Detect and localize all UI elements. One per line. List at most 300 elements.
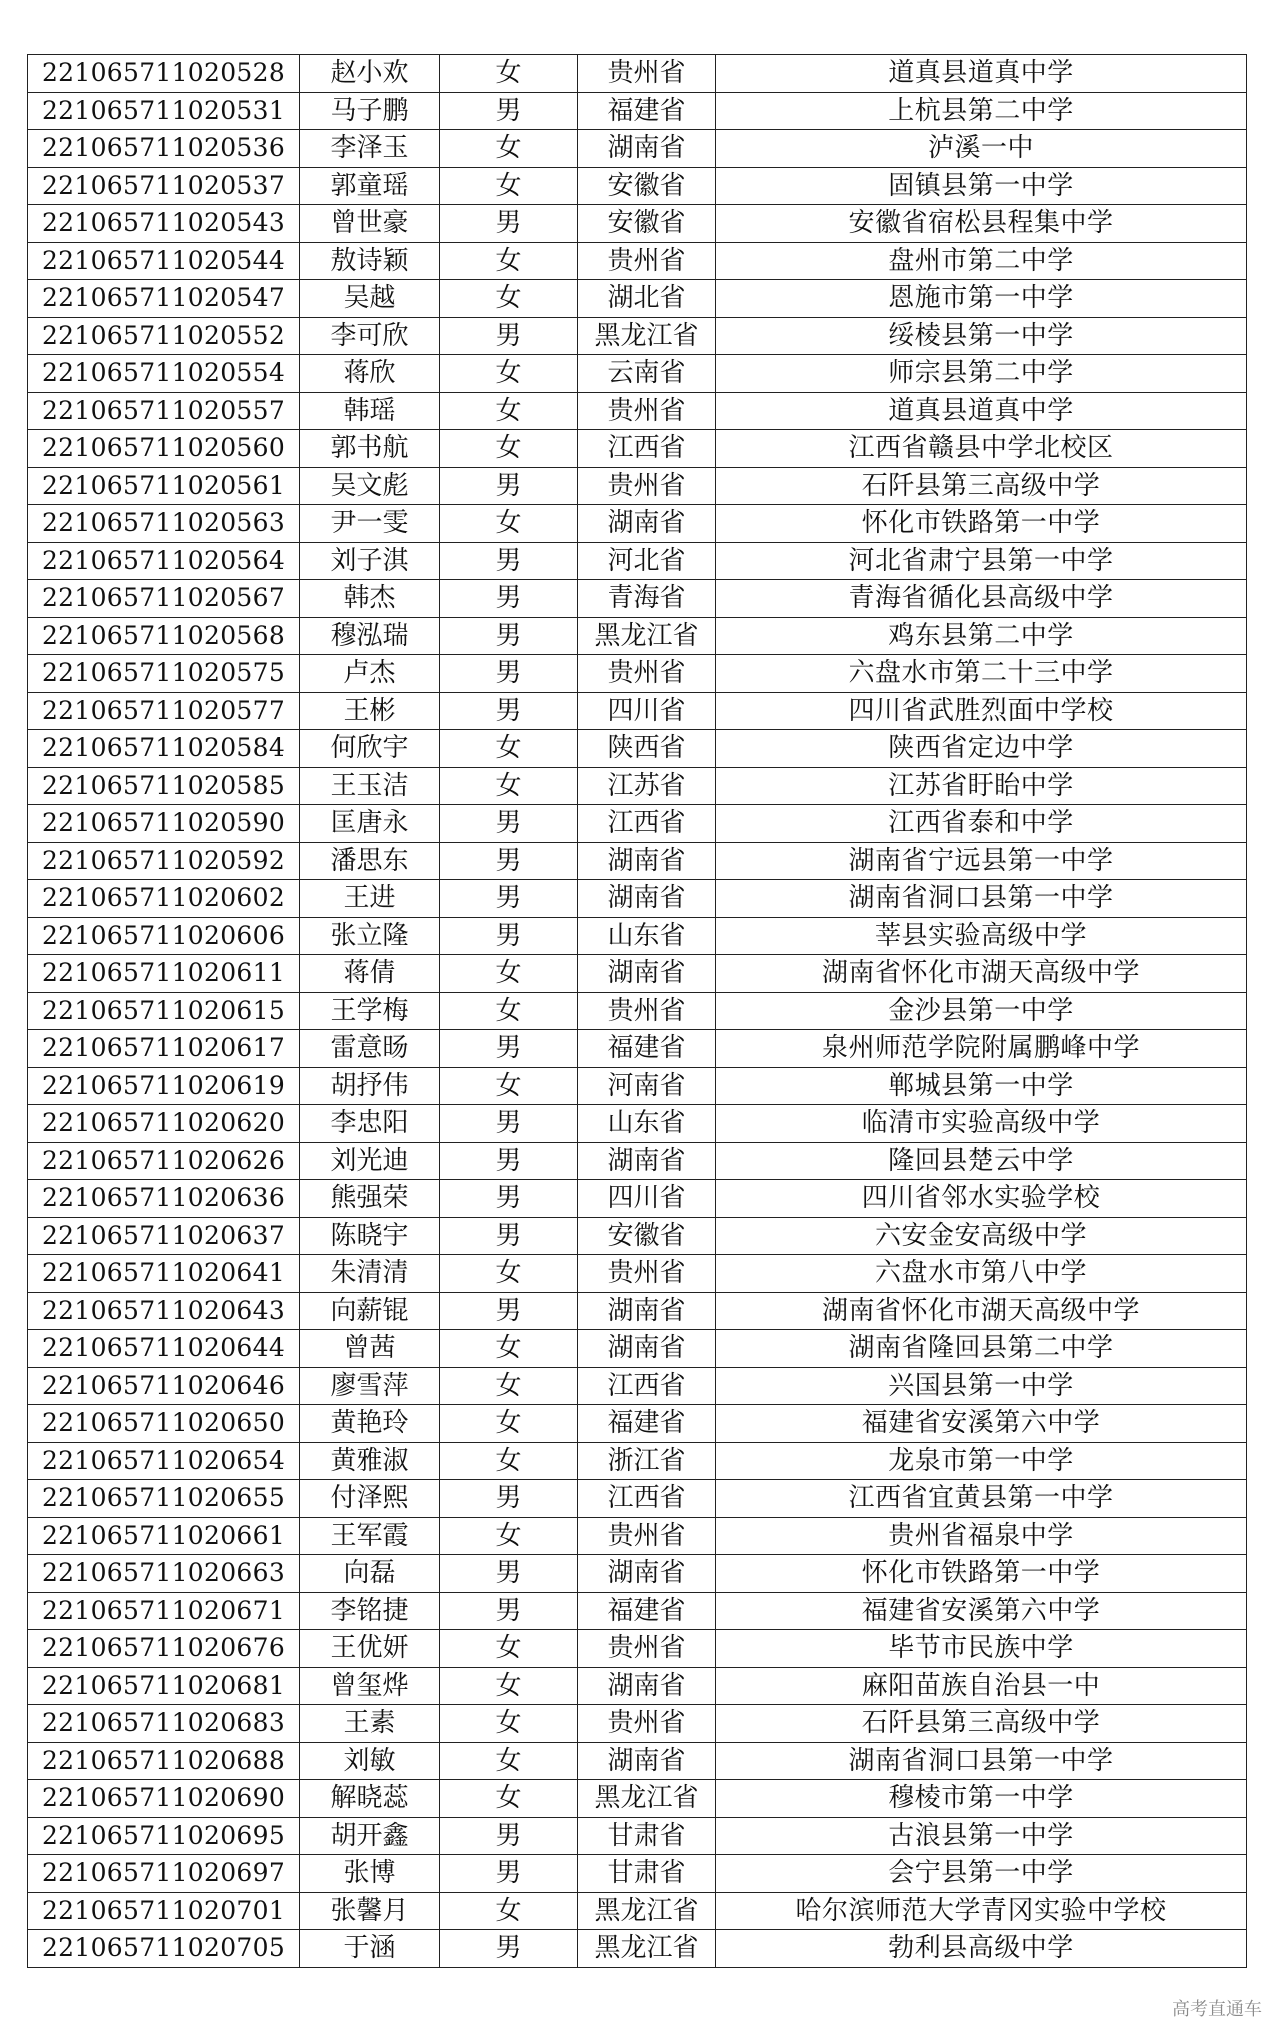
province-cell: 青海省 — [578, 580, 716, 618]
school-cell: 龙泉市第一中学 — [716, 1442, 1247, 1480]
table-row — [28, 467, 1247, 505]
province-cell: 湖南省 — [578, 880, 716, 918]
student-name-cell: 郭童瑶 — [300, 167, 440, 205]
province-cell: 江西省 — [578, 1480, 716, 1518]
student-id-cell: 221065711020554 — [28, 355, 300, 393]
school-cell: 道真县道真中学 — [716, 55, 1247, 93]
student-id-cell: 221065711020620 — [28, 1105, 300, 1143]
student-id-cell: 221065711020683 — [28, 1705, 300, 1743]
table-row — [28, 1930, 1247, 1968]
school-cell: 道真县道真中学 — [716, 392, 1247, 430]
table-row — [28, 1255, 1247, 1293]
student-name-cell: 曾玺烨 — [300, 1667, 440, 1705]
student-id-cell: 221065711020676 — [28, 1630, 300, 1668]
gender-cell: 女 — [440, 167, 578, 205]
student-name-cell: 陈晓宇 — [300, 1217, 440, 1255]
table-row — [28, 1742, 1247, 1780]
table-row — [28, 392, 1247, 430]
school-cell: 福建省安溪第六中学 — [716, 1405, 1247, 1443]
province-cell: 湖南省 — [578, 1742, 716, 1780]
province-cell: 湖南省 — [578, 1292, 716, 1330]
student-id-cell: 221065711020602 — [28, 880, 300, 918]
province-cell: 黑龙江省 — [578, 1780, 716, 1818]
province-cell: 江西省 — [578, 805, 716, 843]
student-name-cell: 潘思东 — [300, 842, 440, 880]
gender-cell: 女 — [440, 767, 578, 805]
student-id-cell: 221065711020561 — [28, 467, 300, 505]
student-id-cell: 221065711020552 — [28, 317, 300, 355]
province-cell: 湖南省 — [578, 955, 716, 993]
school-cell: 陕西省定边中学 — [716, 730, 1247, 768]
table-row — [28, 205, 1247, 243]
gender-cell: 女 — [440, 1742, 578, 1780]
gender-cell: 男 — [440, 917, 578, 955]
student-name-cell: 曾茜 — [300, 1330, 440, 1368]
student-id-cell: 221065711020644 — [28, 1330, 300, 1368]
student-id-cell: 221065711020567 — [28, 580, 300, 618]
province-cell: 云南省 — [578, 355, 716, 393]
gender-cell: 男 — [440, 1592, 578, 1630]
student-name-cell: 赵小欢 — [300, 55, 440, 93]
province-cell: 贵州省 — [578, 992, 716, 1030]
gender-cell: 男 — [440, 1142, 578, 1180]
province-cell: 湖南省 — [578, 842, 716, 880]
student-id-cell: 221065711020590 — [28, 805, 300, 843]
gender-cell: 女 — [440, 1330, 578, 1368]
student-id-cell: 221065711020543 — [28, 205, 300, 243]
student-id-cell: 221065711020536 — [28, 130, 300, 168]
school-cell: 江西省泰和中学 — [716, 805, 1247, 843]
table-row — [28, 617, 1247, 655]
school-cell: 江苏省盱眙中学 — [716, 767, 1247, 805]
student-id-cell: 221065711020560 — [28, 430, 300, 468]
student-id-cell: 221065711020650 — [28, 1405, 300, 1443]
province-cell: 安徽省 — [578, 205, 716, 243]
table-row — [28, 955, 1247, 993]
table-row — [28, 917, 1247, 955]
school-cell: 江西省宜黄县第一中学 — [716, 1480, 1247, 1518]
province-cell: 贵州省 — [578, 1255, 716, 1293]
table-row — [28, 1067, 1247, 1105]
student-id-cell: 221065711020641 — [28, 1255, 300, 1293]
province-cell: 江苏省 — [578, 767, 716, 805]
gender-cell: 男 — [440, 317, 578, 355]
province-cell: 陕西省 — [578, 730, 716, 768]
school-cell: 麻阳苗族自治县一中 — [716, 1667, 1247, 1705]
gender-cell: 男 — [440, 1292, 578, 1330]
province-cell: 湖南省 — [578, 130, 716, 168]
gender-cell: 男 — [440, 1217, 578, 1255]
school-cell: 上杭县第二中学 — [716, 92, 1247, 130]
student-id-cell: 221065711020646 — [28, 1367, 300, 1405]
table-row — [28, 167, 1247, 205]
table-row — [28, 1705, 1247, 1743]
school-cell: 湖南省洞口县第一中学 — [716, 1742, 1247, 1780]
table-row — [28, 1142, 1247, 1180]
gender-cell: 男 — [440, 1030, 578, 1068]
school-cell: 湖南省怀化市湖天高级中学 — [716, 955, 1247, 993]
province-cell: 河南省 — [578, 1067, 716, 1105]
table-row — [28, 655, 1247, 693]
table-row — [28, 1480, 1247, 1518]
student-name-cell: 郭书航 — [300, 430, 440, 468]
table-row — [28, 280, 1247, 318]
school-cell: 绥棱县第一中学 — [716, 317, 1247, 355]
school-cell: 穆棱市第一中学 — [716, 1780, 1247, 1818]
school-cell: 隆回县楚云中学 — [716, 1142, 1247, 1180]
province-cell: 湖北省 — [578, 280, 716, 318]
gender-cell: 女 — [440, 992, 578, 1030]
province-cell: 湖南省 — [578, 1330, 716, 1368]
student-name-cell: 卢杰 — [300, 655, 440, 693]
student-id-cell: 221065711020606 — [28, 917, 300, 955]
student-name-cell: 敖诗颖 — [300, 242, 440, 280]
student-name-cell: 付泽熙 — [300, 1480, 440, 1518]
student-name-cell: 刘光迪 — [300, 1142, 440, 1180]
student-id-cell: 221065711020531 — [28, 92, 300, 130]
table-row — [28, 1405, 1247, 1443]
student-id-cell: 221065711020557 — [28, 392, 300, 430]
table-row — [28, 505, 1247, 543]
student-name-cell: 黄艳玲 — [300, 1405, 440, 1443]
student-id-cell: 221065711020585 — [28, 767, 300, 805]
table-row — [28, 1105, 1247, 1143]
table-row — [28, 242, 1247, 280]
table-row — [28, 1217, 1247, 1255]
table-row — [28, 1855, 1247, 1893]
province-cell: 黑龙江省 — [578, 617, 716, 655]
table-row — [28, 542, 1247, 580]
province-cell: 甘肃省 — [578, 1817, 716, 1855]
student-id-cell: 221065711020575 — [28, 655, 300, 693]
student-id-cell: 221065711020643 — [28, 1292, 300, 1330]
table-row — [28, 1367, 1247, 1405]
province-cell: 甘肃省 — [578, 1855, 716, 1893]
gender-cell: 男 — [440, 1930, 578, 1968]
table-row — [28, 1817, 1247, 1855]
school-cell: 莘县实验高级中学 — [716, 917, 1247, 955]
student-name-cell: 雷意旸 — [300, 1030, 440, 1068]
school-cell: 泉州师范学院附属鹏峰中学 — [716, 1030, 1247, 1068]
province-cell: 江西省 — [578, 430, 716, 468]
school-cell: 盘州市第二中学 — [716, 242, 1247, 280]
school-cell: 泸溪一中 — [716, 130, 1247, 168]
student-id-cell: 221065711020705 — [28, 1930, 300, 1968]
gender-cell: 男 — [440, 92, 578, 130]
student-name-cell: 熊强荣 — [300, 1180, 440, 1218]
table-row — [28, 1892, 1247, 1930]
province-cell: 贵州省 — [578, 1705, 716, 1743]
table-row — [28, 1780, 1247, 1818]
student-name-cell: 王进 — [300, 880, 440, 918]
gender-cell: 男 — [440, 655, 578, 693]
school-cell: 金沙县第一中学 — [716, 992, 1247, 1030]
table-row — [28, 1517, 1247, 1555]
student-id-cell: 221065711020701 — [28, 1892, 300, 1930]
table-row — [28, 92, 1247, 130]
student-id-cell: 221065711020617 — [28, 1030, 300, 1068]
student-name-cell: 张博 — [300, 1855, 440, 1893]
school-cell: 六盘水市第二十三中学 — [716, 655, 1247, 693]
province-cell: 贵州省 — [578, 1517, 716, 1555]
province-cell: 黑龙江省 — [578, 1930, 716, 1968]
table-row — [28, 1030, 1247, 1068]
school-cell: 鸡东县第二中学 — [716, 617, 1247, 655]
table-row — [28, 842, 1247, 880]
student-name-cell: 匡唐永 — [300, 805, 440, 843]
student-id-cell: 221065711020655 — [28, 1480, 300, 1518]
roster-table-body — [28, 55, 1247, 1968]
table-row — [28, 1292, 1247, 1330]
table-row — [28, 1330, 1247, 1368]
student-id-cell: 221065711020577 — [28, 692, 300, 730]
student-name-cell: 韩杰 — [300, 580, 440, 618]
province-cell: 湖南省 — [578, 505, 716, 543]
school-cell: 怀化市铁路第一中学 — [716, 1555, 1247, 1593]
gender-cell: 女 — [440, 1892, 578, 1930]
school-cell: 临清市实验高级中学 — [716, 1105, 1247, 1143]
student-name-cell: 张馨月 — [300, 1892, 440, 1930]
student-id-cell: 221065711020637 — [28, 1217, 300, 1255]
gender-cell: 女 — [440, 955, 578, 993]
student-id-cell: 221065711020615 — [28, 992, 300, 1030]
table-row — [28, 1630, 1247, 1668]
gender-cell: 女 — [440, 55, 578, 93]
student-name-cell: 向磊 — [300, 1555, 440, 1593]
student-name-cell: 尹一雯 — [300, 505, 440, 543]
student-name-cell: 胡开鑫 — [300, 1817, 440, 1855]
student-name-cell: 韩瑶 — [300, 392, 440, 430]
student-name-cell: 张立隆 — [300, 917, 440, 955]
student-name-cell: 王彬 — [300, 692, 440, 730]
table-row — [28, 1592, 1247, 1630]
province-cell: 安徽省 — [578, 167, 716, 205]
student-name-cell: 马子鹏 — [300, 92, 440, 130]
province-cell: 贵州省 — [578, 655, 716, 693]
student-name-cell: 曾世豪 — [300, 205, 440, 243]
watermark: 高考直通车 — [1172, 1999, 1262, 2020]
gender-cell: 女 — [440, 1442, 578, 1480]
gender-cell: 男 — [440, 580, 578, 618]
province-cell: 福建省 — [578, 1030, 716, 1068]
province-cell: 福建省 — [578, 1405, 716, 1443]
student-id-cell: 221065711020688 — [28, 1742, 300, 1780]
school-cell: 贵州省福泉中学 — [716, 1517, 1247, 1555]
table-row — [28, 55, 1247, 93]
school-cell: 会宁县第一中学 — [716, 1855, 1247, 1893]
school-cell: 湖南省怀化市湖天高级中学 — [716, 1292, 1247, 1330]
student-name-cell: 王玉洁 — [300, 767, 440, 805]
province-cell: 湖南省 — [578, 1142, 716, 1180]
province-cell: 湖南省 — [578, 1667, 716, 1705]
school-cell: 固镇县第一中学 — [716, 167, 1247, 205]
student-id-cell: 221065711020568 — [28, 617, 300, 655]
gender-cell: 女 — [440, 430, 578, 468]
gender-cell: 男 — [440, 1105, 578, 1143]
student-name-cell: 何欣宇 — [300, 730, 440, 768]
school-cell: 石阡县第三高级中学 — [716, 1705, 1247, 1743]
province-cell: 河北省 — [578, 542, 716, 580]
province-cell: 贵州省 — [578, 467, 716, 505]
student-name-cell: 穆泓瑞 — [300, 617, 440, 655]
gender-cell: 男 — [440, 1180, 578, 1218]
student-id-cell: 221065711020592 — [28, 842, 300, 880]
province-cell: 贵州省 — [578, 1630, 716, 1668]
gender-cell: 男 — [440, 1855, 578, 1893]
gender-cell: 男 — [440, 805, 578, 843]
student-name-cell: 李铭捷 — [300, 1592, 440, 1630]
roster-sheet — [27, 54, 1246, 1968]
student-id-cell: 221065711020537 — [28, 167, 300, 205]
table-row — [28, 805, 1247, 843]
province-cell: 四川省 — [578, 1180, 716, 1218]
gender-cell: 男 — [440, 1555, 578, 1593]
school-cell: 六盘水市第八中学 — [716, 1255, 1247, 1293]
student-name-cell: 蒋欣 — [300, 355, 440, 393]
school-cell: 湖南省洞口县第一中学 — [716, 880, 1247, 918]
school-cell: 四川省邻水实验学校 — [716, 1180, 1247, 1218]
province-cell: 山东省 — [578, 1105, 716, 1143]
student-name-cell: 王优妍 — [300, 1630, 440, 1668]
school-cell: 六安金安高级中学 — [716, 1217, 1247, 1255]
student-name-cell: 李可欣 — [300, 317, 440, 355]
gender-cell: 女 — [440, 130, 578, 168]
student-id-cell: 221065711020544 — [28, 242, 300, 280]
student-id-cell: 221065711020611 — [28, 955, 300, 993]
school-cell: 哈尔滨师范大学青冈实验中学校 — [716, 1892, 1247, 1930]
gender-cell: 女 — [440, 505, 578, 543]
student-name-cell: 廖雪萍 — [300, 1367, 440, 1405]
school-cell: 怀化市铁路第一中学 — [716, 505, 1247, 543]
province-cell: 浙江省 — [578, 1442, 716, 1480]
school-cell: 古浪县第一中学 — [716, 1817, 1247, 1855]
school-cell: 兴国县第一中学 — [716, 1367, 1247, 1405]
table-row — [28, 1180, 1247, 1218]
school-cell: 四川省武胜烈面中学校 — [716, 692, 1247, 730]
school-cell: 师宗县第二中学 — [716, 355, 1247, 393]
table-row — [28, 1667, 1247, 1705]
student-id-cell: 221065711020619 — [28, 1067, 300, 1105]
table-row — [28, 880, 1247, 918]
student-id-cell: 221065711020663 — [28, 1555, 300, 1593]
gender-cell: 男 — [440, 842, 578, 880]
school-cell: 青海省循化县高级中学 — [716, 580, 1247, 618]
table-row — [28, 767, 1247, 805]
gender-cell: 女 — [440, 1255, 578, 1293]
province-cell: 贵州省 — [578, 55, 716, 93]
student-name-cell: 王素 — [300, 1705, 440, 1743]
student-id-cell: 221065711020690 — [28, 1780, 300, 1818]
gender-cell: 女 — [440, 1067, 578, 1105]
student-id-cell: 221065711020681 — [28, 1667, 300, 1705]
school-cell: 河北省肃宁县第一中学 — [716, 542, 1247, 580]
student-name-cell: 朱清清 — [300, 1255, 440, 1293]
student-id-cell: 221065711020654 — [28, 1442, 300, 1480]
gender-cell: 女 — [440, 1517, 578, 1555]
student-name-cell: 黄雅淑 — [300, 1442, 440, 1480]
student-id-cell: 221065711020547 — [28, 280, 300, 318]
student-id-cell: 221065711020563 — [28, 505, 300, 543]
student-name-cell: 向薪锟 — [300, 1292, 440, 1330]
school-cell: 勃利县高级中学 — [716, 1930, 1247, 1968]
gender-cell: 男 — [440, 880, 578, 918]
school-cell: 江西省赣县中学北校区 — [716, 430, 1247, 468]
school-cell: 福建省安溪第六中学 — [716, 1592, 1247, 1630]
school-cell: 湖南省宁远县第一中学 — [716, 842, 1247, 880]
student-name-cell: 李泽玉 — [300, 130, 440, 168]
gender-cell: 男 — [440, 542, 578, 580]
gender-cell: 女 — [440, 392, 578, 430]
table-row — [28, 317, 1247, 355]
gender-cell: 男 — [440, 617, 578, 655]
table-row — [28, 692, 1247, 730]
gender-cell: 男 — [440, 1480, 578, 1518]
roster-table — [27, 54, 1247, 1968]
student-name-cell: 胡抒伟 — [300, 1067, 440, 1105]
student-id-cell: 221065711020695 — [28, 1817, 300, 1855]
gender-cell: 女 — [440, 1630, 578, 1668]
student-name-cell: 王军霞 — [300, 1517, 440, 1555]
gender-cell: 女 — [440, 1667, 578, 1705]
student-name-cell: 李忠阳 — [300, 1105, 440, 1143]
student-name-cell: 解晓蕊 — [300, 1780, 440, 1818]
province-cell: 江西省 — [578, 1367, 716, 1405]
student-id-cell: 221065711020661 — [28, 1517, 300, 1555]
gender-cell: 女 — [440, 1780, 578, 1818]
table-row — [28, 430, 1247, 468]
gender-cell: 女 — [440, 242, 578, 280]
province-cell: 贵州省 — [578, 392, 716, 430]
gender-cell: 女 — [440, 1367, 578, 1405]
province-cell: 黑龙江省 — [578, 317, 716, 355]
gender-cell: 女 — [440, 730, 578, 768]
province-cell: 四川省 — [578, 692, 716, 730]
student-name-cell: 刘敏 — [300, 1742, 440, 1780]
school-cell: 毕节市民族中学 — [716, 1630, 1247, 1668]
gender-cell: 女 — [440, 1405, 578, 1443]
student-name-cell: 吴越 — [300, 280, 440, 318]
province-cell: 湖南省 — [578, 1555, 716, 1593]
school-cell: 恩施市第一中学 — [716, 280, 1247, 318]
gender-cell: 女 — [440, 280, 578, 318]
student-id-cell: 221065711020671 — [28, 1592, 300, 1630]
student-id-cell: 221065711020528 — [28, 55, 300, 93]
province-cell: 安徽省 — [578, 1217, 716, 1255]
gender-cell: 女 — [440, 355, 578, 393]
student-name-cell: 于涵 — [300, 1930, 440, 1968]
student-name-cell: 蒋倩 — [300, 955, 440, 993]
table-row — [28, 580, 1247, 618]
table-row — [28, 992, 1247, 1030]
student-id-cell: 221065711020584 — [28, 730, 300, 768]
gender-cell: 男 — [440, 692, 578, 730]
table-row — [28, 355, 1247, 393]
province-cell: 贵州省 — [578, 242, 716, 280]
student-id-cell: 221065711020564 — [28, 542, 300, 580]
student-name-cell: 刘子淇 — [300, 542, 440, 580]
gender-cell: 女 — [440, 1705, 578, 1743]
province-cell: 黑龙江省 — [578, 1892, 716, 1930]
student-id-cell: 221065711020626 — [28, 1142, 300, 1180]
gender-cell: 男 — [440, 205, 578, 243]
province-cell: 山东省 — [578, 917, 716, 955]
student-name-cell: 王学梅 — [300, 992, 440, 1030]
province-cell: 福建省 — [578, 92, 716, 130]
student-id-cell: 221065711020636 — [28, 1180, 300, 1218]
gender-cell: 男 — [440, 1817, 578, 1855]
gender-cell: 男 — [440, 467, 578, 505]
table-row — [28, 730, 1247, 768]
